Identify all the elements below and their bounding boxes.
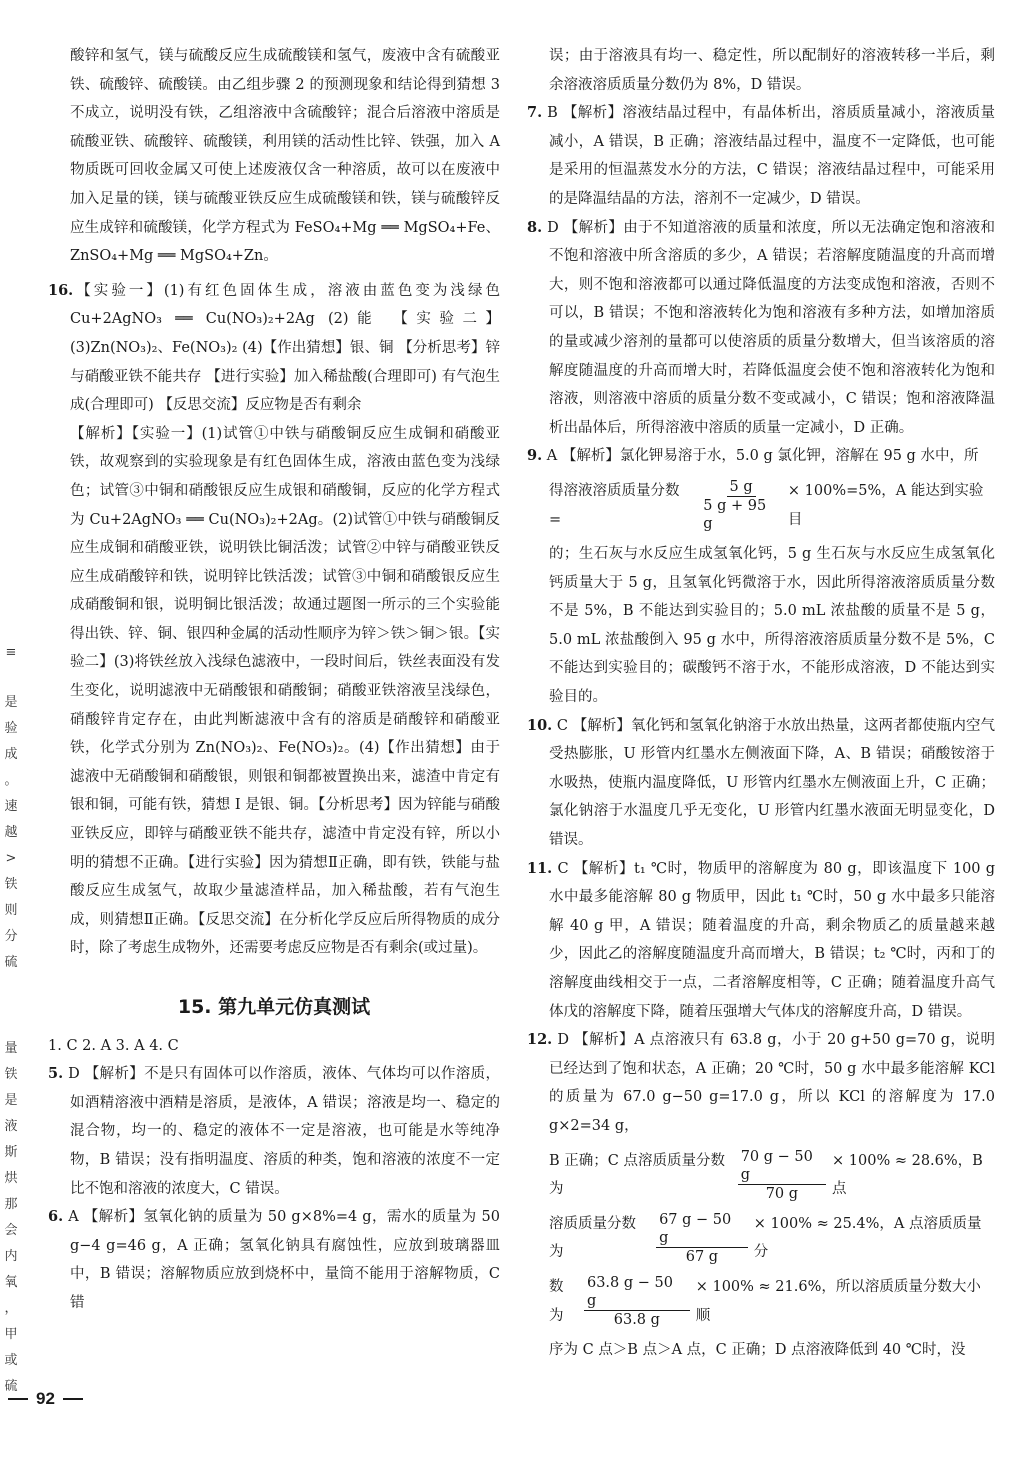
answer-text: D 【解析】A 点溶液只有 63.8 g，小于 20 g+50 g=70 g，说明已经达到了饱和状态，A 正确；20 ℃时，50 g 水中最多能溶解 KCl 的质量为 67.0 g−50 g=17.0 g，所以 KCl 的溶解度为 17.0 g×2=34 g， bbox=[549, 1032, 995, 1134]
question-12 bbox=[527, 1026, 995, 1140]
denominator: 63.8 g bbox=[613, 1312, 660, 1329]
formula-suffix: × 100%=5%，A 能达到实验目 bbox=[787, 482, 984, 528]
gutter-char: 或硫 bbox=[4, 1353, 18, 1394]
question-10 bbox=[527, 712, 995, 855]
answer-text: B 【解析】溶液结晶过程中，有晶体析出，溶质质量减小，溶液质量减小，A 错误，B 正确；溶液结晶过程中，温度不一定降低，也可能是采用的恒温蒸发水分的方法，C 错误；溶液结晶过程中，可能采用的是降温结晶的方法，溶剂不一定减少，D 错误。 bbox=[547, 105, 996, 207]
question-6-continued: 误；由于溶液具有均一、稳定性，所以配制好的溶液转移一半后，剩余溶液溶质质量分数仍为 8%，D 错误。 bbox=[549, 48, 995, 93]
left-column bbox=[48, 42, 500, 1318]
formula-q12-a bbox=[527, 1273, 995, 1330]
gutter-char: 成 bbox=[4, 747, 18, 762]
numerator: 5 g bbox=[727, 478, 756, 497]
question-number: 9. bbox=[527, 447, 543, 465]
answers-1-4: 1. C 2. A 3. A 4. C bbox=[48, 1037, 179, 1054]
page-number: 92 bbox=[36, 1388, 55, 1408]
formula-prefix: 得溶液溶质质量分数 = bbox=[549, 482, 680, 528]
denominator: 5 g + 95 g bbox=[703, 498, 767, 532]
gutter-char: ，甲 bbox=[4, 1301, 18, 1342]
right-column bbox=[527, 42, 995, 1365]
continued-paragraph: 酸锌和氢气，镁与硫酸反应生成硫酸镁和氢气，废液中含有硫酸亚铁、硫酸锌、硫酸镁。由乙组步骤 2 的预测现象和结论得到猜想 3 不成立，说明没有铁，乙组溶液中含硫酸锌；混合后溶液中溶质是硫酸亚铁、硫酸锌、硫酸镁，利用镁的活动性比锌、铁强，加入 A 物质既可回收金属又可使上述废液仅含一种溶质，故可以在废液中加入足量的镁，镁与硫酸亚铁反应生成硫酸镁和铁，镁与硫酸锌反应生成锌和硫酸镁，化学方程式为 FeSO₄+Mg ══ MgSO₄+Fe、ZnSO₄+Mg ══ MgSO₄+Zn。 bbox=[70, 48, 500, 265]
question-5 bbox=[48, 1060, 500, 1203]
formula-suffix: × 100% ≈ 28.6%，B 点 bbox=[832, 1152, 983, 1198]
formula-q12-c bbox=[527, 1147, 995, 1204]
gutter-char: 铁 bbox=[4, 877, 18, 892]
page-footer bbox=[0, 1384, 120, 1414]
gutter-char: 铁 bbox=[4, 1067, 18, 1082]
formula-prefix: 溶质质量分数为 bbox=[549, 1215, 636, 1261]
fraction bbox=[738, 1148, 826, 1203]
formula-suffix: × 100% ≈ 25.4%，A 点溶质质量分 bbox=[753, 1215, 982, 1261]
denominator: 70 g bbox=[765, 1185, 799, 1202]
gutter-char: 。 bbox=[4, 773, 18, 788]
answer-text: C 【解析】t₁ ℃时，物质甲的溶解度为 80 g，即该温度下 100 g 水中最多能溶解 80 g 物质甲，因此 t₁ ℃时，50 g 水中最多只能溶解 40 g 甲，A 错误；随着温度的升高，剩余物质乙的质量越来越少，因此乙的溶解度随温度升高而增大，B 错误；t₂ ℃时，丙和丁的溶解度曲线相交于一点，二者溶解度相等，C 正确；随着温度升高气体戊的溶解度下降，随着压强增大气体戊的溶解度升高，D 错误。 bbox=[549, 860, 995, 1020]
gutter-char: 越 bbox=[4, 825, 18, 840]
question-9-continued: 的；生石灰与水反应生成氢氧化钙，5 g 生石灰与水反应生成氢氧化钙质量大于 5 g，且氢氧化钙微溶于水，因此所得溶液溶质质量分数不是 5%，B 不能达到实验目的；5.0 mL 浓盐酸的质量不是 5 g，5.0 mL 浓盐酸倒入 95 g 水中，所得溶液溶质质量分数不是 5%，C 不能达到实验目的；碳酸钙不溶于水，不能形成溶液，D 不能达到实验目的。 bbox=[549, 546, 995, 706]
gutter-char: 则 bbox=[4, 903, 18, 918]
footer-dash bbox=[8, 1398, 28, 1400]
gutter-char: 那会 bbox=[4, 1197, 18, 1238]
question-number: 10. bbox=[527, 716, 553, 734]
formula-prefix: 数为 bbox=[549, 1278, 564, 1324]
gutter-char: ≡ bbox=[5, 645, 17, 660]
gutter-char: 分 bbox=[4, 929, 18, 944]
question-9 bbox=[527, 442, 995, 471]
formula-q9 bbox=[527, 477, 995, 534]
formula-prefix: B 正确；C 点溶质质量分数为 bbox=[549, 1152, 725, 1198]
question-6 bbox=[48, 1203, 500, 1317]
gutter-char: 量 bbox=[4, 1041, 18, 1056]
numerator: 70 g − 50 g bbox=[738, 1148, 826, 1185]
answer-text: A 【解析】氯化钾易溶于水，5.0 g 氯化钾，溶解在 95 g 水中，所 bbox=[546, 448, 979, 465]
numerator: 67 g − 50 g bbox=[656, 1211, 748, 1248]
gutter-char: 是 bbox=[4, 695, 18, 710]
gutter-char: 斯 bbox=[4, 1145, 18, 1160]
fraction bbox=[700, 478, 782, 533]
answer-text: 【实验一】(1)有红色固体生成，溶液由蓝色变为浅绿色 Cu+2AgNO₃ ══ Cu(NO₃)₂+2Ag (2)能 【实验二】(3)Zn(NO₃)₂、Fe(NO₃)₂ (4)【作出猜想】银、铜 【分析思考】锌与硝酸亚铁不能共存 【进行实验】加入稀盐酸(合理即可) 有气泡生成(合理即可) 【反思交流】反应物是否有剩余 bbox=[70, 282, 500, 414]
footer-dash bbox=[63, 1398, 83, 1400]
answer-text: A 【解析】氢氧化钠的质量为 50 g×8%=4 g，需水的质量为 50 g−4 g=46 g，A 正确；氢氧化钠具有腐蚀性，应放到玻璃器皿中，B 错误；溶解物质应放到烧杯中，量筒不能用于溶解物质，C 错 bbox=[68, 1209, 500, 1311]
question-12-continued: 序为 C 点＞B 点＞A 点，C 正确；D 点溶液降低到 40 ℃时，没 bbox=[549, 1342, 966, 1359]
question-16-answer bbox=[48, 277, 500, 420]
gutter-char: > bbox=[5, 851, 17, 866]
question-11 bbox=[527, 855, 995, 1027]
question-16-analysis: 【解析】【实验一】(1)试管①中铁与硝酸铜反应生成铜和硝酸亚铁，故观察到的实验现象是有红色固体生成，溶液由蓝色变为浅绿色；试管③中铜和硝酸银反应生成银和硝酸铜，反应的化学方程式为 Cu+2AgNO₃ ══ Cu(NO₃)₂+2Ag。(2)试管①中铁与硝酸铜反应生成铜和硝酸亚铁，说明铁比铜活泼；试管②中锌与硝酸亚铁反应生成硝酸锌和铁，说明锌比铁活泼；试管③中铜和硝酸银反应生成硝酸铜和银，说明铜比银活泼；故通过题图一所示的三个实验能得出铁、锌、铜、银四种金属的活动性顺序为锌＞铁＞铜＞银。【实验二】(3)将铁丝放入浅绿色滤液中，一段时间后，铁丝表面没有发生变化，说明滤液中无硝酸银和硝酸铜；硝酸亚铁溶液呈浅绿色，硝酸锌肯定存在，由此判断滤液中含有的溶质是硝酸锌和硝酸亚铁，化学式分别为 Zn(NO₃)₂、Fe(NO₃)₂。(4)【作出猜想】由于滤液中无硝酸铜和硝酸银，则银和铜都被置换出来，滤渣中肯定有银和铜，可能有铁，猜想 I 是银、铜。【分析思考】因为锌能与硝酸亚铁反应，即锌与硝酸亚铁不能共存，滤渣中肯定没有锌，所以小明的猜想不正确。【进行实验】因为猜想Ⅱ正确，即有铁，铁能与盐酸反应生成氢气，故取少量滤渣样品，加入稀盐酸，若有气泡生成，则猜想Ⅱ正确。【反思交流】在分析化学反应后所得物质的成分时，除了考虑生成物外，还需要考虑反应物是否有剩余(或过量)。 bbox=[70, 425, 500, 957]
question-number: 11. bbox=[527, 859, 553, 877]
question-number: 16. bbox=[48, 281, 74, 299]
fraction bbox=[656, 1211, 748, 1266]
answer-text: D 【解析】由于不知道溶液的质量和浓度，所以无法确定饱和溶液和不饱和溶液中所含溶质的多少，A 错误；若溶解度随温度的升高而增大，则不饱和溶液都可以通过降低温度的方法变成饱和溶液，否则不可以，B 错误；不饱和溶液转化为饱和溶液有多种方法，如增加溶质的量或减少溶剂的量都可以使溶质的质量分数增大，但当该溶质的溶解度随温度的升高而增大时，若降低温度会使不饱和溶液转化为饱和溶液，则溶液中溶质的质量分数不变或减小，C 错误；饱和溶液降温析出晶体后，所得溶液中溶质的质量一定减小，D 正确。 bbox=[547, 219, 996, 436]
gutter-char: 验 bbox=[4, 721, 18, 736]
gutter-char: 是 bbox=[4, 1093, 18, 1108]
formula-q12-b bbox=[527, 1210, 995, 1267]
formula-suffix: × 100% ≈ 21.6%，所以溶质质量分数大小顺 bbox=[695, 1278, 981, 1324]
gutter-char: 液 bbox=[4, 1119, 18, 1134]
gutter-char: 速 bbox=[4, 799, 18, 814]
answer-text: D 【解析】不是只有固体可以作溶质，液体、气体均可以作溶质，如酒精溶液中酒精是溶质，是液体，A 错误；溶液是均一、稳定的混合物，均一的、稳定的液体不一定是溶液，也可能是水等纯净物，B 错误；没有指明温度、溶质的种类，饱和溶液的浓度不一定比不饱和溶液的浓度大，C 错误。 bbox=[68, 1066, 501, 1197]
question-number: 5. bbox=[48, 1065, 64, 1083]
question-8 bbox=[527, 214, 995, 443]
question-number: 8. bbox=[527, 218, 543, 236]
fraction bbox=[584, 1274, 690, 1329]
answer-text: C 【解析】氧化钙和氢氧化钠溶于水放出热量，这两者都使瓶内空气受热膨胀，U 形管内红墨水左侧液面下降，A、B 错误；硝酸铵溶于水吸热，使瓶内温度降低，U 形管内红墨水左侧液面上升，C 正确；氯化钠溶于水温度几乎无变化，U 形管内红墨水液面无明显变化，D 错误。 bbox=[549, 717, 996, 849]
question-number: 7. bbox=[527, 104, 543, 122]
gutter-char: 硫 bbox=[4, 955, 18, 970]
gutter-char: 烘 bbox=[4, 1171, 18, 1186]
question-number: 12. bbox=[527, 1031, 553, 1049]
question-number: 6. bbox=[48, 1208, 64, 1226]
denominator: 67 g bbox=[685, 1248, 719, 1265]
numerator: 63.8 g − 50 g bbox=[584, 1274, 690, 1311]
gutter-char: 内氧 bbox=[4, 1249, 18, 1290]
left-gutter-fragments bbox=[0, 640, 22, 1400]
section-title: 15. 第九单元仿真测试 bbox=[177, 996, 371, 1018]
question-7 bbox=[527, 99, 995, 213]
